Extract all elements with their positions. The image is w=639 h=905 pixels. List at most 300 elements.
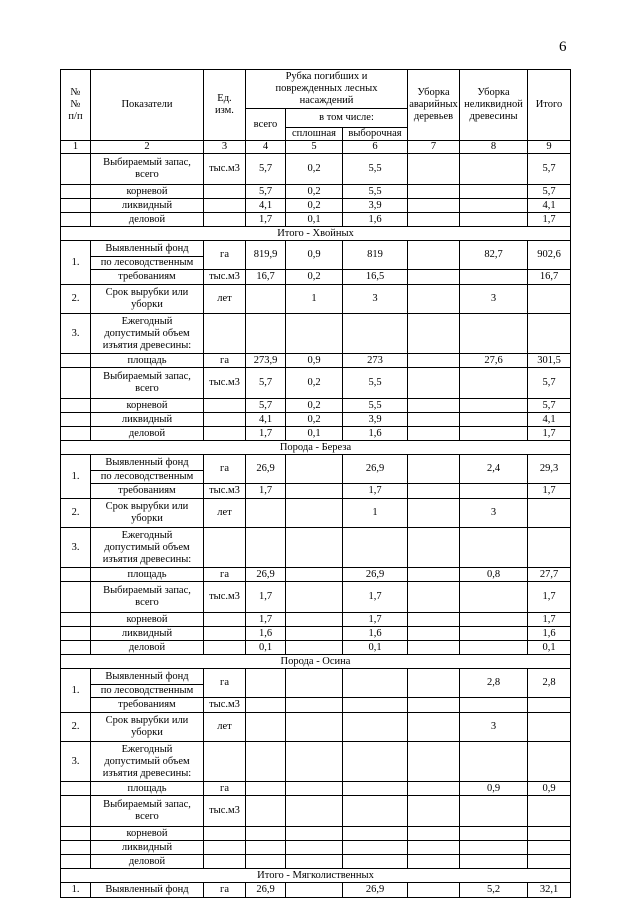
header-incl: в том числе:: [286, 109, 408, 128]
value-cell: 0,2: [286, 368, 343, 399]
value-cell: [408, 883, 460, 898]
empty-cell: [246, 528, 286, 568]
num-cell: [61, 613, 91, 627]
value-cell: 26,9: [246, 455, 286, 484]
unit-cell: тыс.м3: [204, 154, 246, 185]
value-cell: 4,1: [246, 199, 286, 213]
section-title: Итого - Мягколиственных: [61, 869, 571, 883]
value-cell: [460, 199, 528, 213]
value-cell: [460, 399, 528, 413]
value-cell: 26,9: [246, 568, 286, 582]
column-number: 2: [91, 141, 204, 154]
row-number: 1.: [61, 455, 91, 499]
table-row: [61, 627, 571, 641]
value-cell: 1,6: [343, 213, 408, 227]
section-title-row: [61, 655, 571, 669]
value-cell: [286, 669, 343, 698]
area-label: площадь: [91, 782, 204, 796]
empty-cell: [204, 528, 246, 568]
unit-cell: лет: [204, 713, 246, 742]
header-total-all: всего: [246, 109, 286, 141]
table-row: [61, 499, 571, 528]
stock-row-label: деловой: [91, 427, 204, 441]
fund-label: по лесоводственным: [91, 685, 204, 698]
value-cell: [460, 698, 528, 713]
row-number: 2.: [61, 285, 91, 314]
empty-cell: [343, 314, 408, 354]
column-number: 6: [343, 141, 408, 154]
value-cell: 0,8: [460, 568, 528, 582]
value-cell: 1,7: [528, 582, 571, 613]
empty-cell: [460, 314, 528, 354]
value-cell: [343, 713, 408, 742]
annual-label: Ежегодный допустимый объем изъятия древесины:: [91, 314, 204, 354]
table-row: [61, 368, 571, 399]
value-cell: [286, 627, 343, 641]
fund-label: Выявленный фонд: [91, 241, 204, 257]
table-row: [61, 413, 571, 427]
header-total: Итого: [528, 70, 571, 141]
value-cell: 0,1: [286, 213, 343, 227]
table-row: [61, 185, 571, 199]
table-row: [61, 154, 571, 185]
value-cell: 1,6: [343, 627, 408, 641]
value-cell: [286, 782, 343, 796]
unit-cell: га: [204, 354, 246, 368]
value-cell: 273,9: [246, 354, 286, 368]
unit-cell: тыс.м3: [204, 582, 246, 613]
area-label: площадь: [91, 354, 204, 368]
value-cell: [408, 213, 460, 227]
value-cell: 1,6: [246, 627, 286, 641]
value-cell: [286, 641, 343, 655]
value-cell: 4,1: [528, 413, 571, 427]
value-cell: 3: [460, 713, 528, 742]
table-row: [61, 883, 571, 898]
section-title-row: [61, 869, 571, 883]
value-cell: [528, 698, 571, 713]
header-indicator: Показатели: [91, 70, 204, 141]
value-cell: [408, 285, 460, 314]
row-number: 1.: [61, 241, 91, 285]
value-cell: [408, 698, 460, 713]
unit-cell: [204, 185, 246, 199]
num-cell: [61, 568, 91, 582]
empty-cell: [408, 528, 460, 568]
value-cell: [408, 368, 460, 399]
value-cell: [286, 841, 343, 855]
value-cell: 1,7: [246, 582, 286, 613]
fund-label: требованиям: [91, 484, 204, 499]
value-cell: 5,7: [528, 185, 571, 199]
table-row: [61, 199, 571, 213]
value-cell: [460, 641, 528, 655]
header-felling: Рубка погибших и поврежденных лесных насаждений: [246, 70, 408, 109]
value-cell: 1,7: [528, 213, 571, 227]
header-selective: выборочная: [343, 128, 408, 141]
header-solid: сплошная: [286, 128, 343, 141]
column-number: 8: [460, 141, 528, 154]
value-cell: 1,7: [343, 613, 408, 627]
term-label: Срок вырубки или уборки: [91, 285, 204, 314]
value-cell: 3: [460, 499, 528, 528]
num-cell: [61, 841, 91, 855]
value-cell: 1,7: [528, 484, 571, 499]
value-cell: [460, 154, 528, 185]
value-cell: [528, 827, 571, 841]
value-cell: [286, 796, 343, 827]
value-cell: 5,5: [343, 154, 408, 185]
value-cell: [246, 855, 286, 869]
table-row: [61, 796, 571, 827]
value-cell: [460, 827, 528, 841]
num-cell: [61, 627, 91, 641]
value-cell: 0,9: [528, 782, 571, 796]
value-cell: 26,9: [343, 883, 408, 898]
value-cell: [528, 285, 571, 314]
stock-row-label: корневой: [91, 399, 204, 413]
value-cell: 273: [343, 354, 408, 368]
table-row: [61, 782, 571, 796]
unit-cell: [204, 399, 246, 413]
empty-cell: [343, 528, 408, 568]
value-cell: 27,6: [460, 354, 528, 368]
value-cell: 27,7: [528, 568, 571, 582]
num-cell: [61, 782, 91, 796]
value-cell: 3,9: [343, 413, 408, 427]
value-cell: [408, 613, 460, 627]
value-cell: 1,6: [343, 427, 408, 441]
stock-row-label: ликвидный: [91, 413, 204, 427]
value-cell: 5,5: [343, 399, 408, 413]
unit-cell: [204, 413, 246, 427]
value-cell: 0,1: [246, 641, 286, 655]
value-cell: [343, 855, 408, 869]
value-cell: [246, 669, 286, 698]
num-cell: [61, 354, 91, 368]
value-cell: [460, 368, 528, 399]
section-title: Порода - Береза: [61, 441, 571, 455]
value-cell: [408, 399, 460, 413]
table-row: [61, 568, 571, 582]
value-cell: 16,7: [528, 270, 571, 285]
empty-cell: [528, 528, 571, 568]
value-cell: 5,7: [246, 185, 286, 199]
value-cell: [528, 713, 571, 742]
fund-label: Выявленный фонд: [91, 669, 204, 685]
empty-cell: [204, 314, 246, 354]
column-number-row: [61, 141, 571, 154]
num-cell: [61, 641, 91, 655]
row-number: 1.: [61, 669, 91, 713]
unit-cell: [204, 213, 246, 227]
header-emergency: Уборка аварийных деревьев: [408, 70, 460, 141]
value-cell: [408, 185, 460, 199]
table-row: [61, 455, 571, 471]
value-cell: 5,2: [460, 883, 528, 898]
unit-cell: тыс.м3: [204, 368, 246, 399]
annual-label: Ежегодный допустимый объем изъятия древесины:: [91, 742, 204, 782]
value-cell: 5,5: [343, 185, 408, 199]
table-row: [61, 484, 571, 499]
unit-cell: [204, 427, 246, 441]
unit-cell: лет: [204, 285, 246, 314]
value-cell: 819,9: [246, 241, 286, 270]
unit-cell: [204, 613, 246, 627]
row-number: 2.: [61, 713, 91, 742]
value-cell: [286, 698, 343, 713]
row-number: 3.: [61, 742, 91, 782]
value-cell: [246, 713, 286, 742]
unit-cell: лет: [204, 499, 246, 528]
empty-cell: [460, 742, 528, 782]
term-label: Срок вырубки или уборки: [91, 713, 204, 742]
num-cell: [61, 185, 91, 199]
value-cell: 902,6: [528, 241, 571, 270]
value-cell: [246, 827, 286, 841]
empty-cell: [460, 528, 528, 568]
value-cell: [343, 827, 408, 841]
value-cell: [408, 582, 460, 613]
value-cell: 3: [460, 285, 528, 314]
value-cell: [408, 484, 460, 499]
table-row: [61, 213, 571, 227]
fund-label: Выявленный фонд: [91, 455, 204, 471]
num-cell: [61, 582, 91, 613]
value-cell: [460, 796, 528, 827]
table-row: [61, 613, 571, 627]
value-cell: 1: [286, 285, 343, 314]
value-cell: 16,7: [246, 270, 286, 285]
value-cell: 5,5: [343, 368, 408, 399]
value-cell: 0,9: [286, 354, 343, 368]
value-cell: [408, 855, 460, 869]
fund-label: Выявленный фонд: [91, 883, 204, 898]
section-title-row: [61, 441, 571, 455]
value-cell: 2,8: [528, 669, 571, 698]
term-label: Срок вырубки или уборки: [91, 499, 204, 528]
table-row: [61, 698, 571, 713]
value-cell: 82,7: [460, 241, 528, 270]
value-cell: [460, 270, 528, 285]
empty-cell: [528, 314, 571, 354]
value-cell: 0,2: [286, 154, 343, 185]
stock-row-label: деловой: [91, 213, 204, 227]
value-cell: [460, 627, 528, 641]
value-cell: 1,7: [343, 484, 408, 499]
num-cell: [61, 399, 91, 413]
unit-cell: [204, 841, 246, 855]
empty-cell: [343, 742, 408, 782]
value-cell: 2,4: [460, 455, 528, 484]
fund-label: по лесоводственным: [91, 471, 204, 484]
value-cell: 3: [343, 285, 408, 314]
row-number: 1.: [61, 883, 91, 898]
column-number: 5: [286, 141, 343, 154]
column-number: 1: [61, 141, 91, 154]
table-row: [61, 855, 571, 869]
value-cell: 5,7: [246, 154, 286, 185]
value-cell: [460, 213, 528, 227]
value-cell: 1,7: [528, 427, 571, 441]
stock-row-label: корневой: [91, 613, 204, 627]
unit-cell: га: [204, 568, 246, 582]
value-cell: 1: [343, 499, 408, 528]
value-cell: [408, 499, 460, 528]
num-cell: [61, 154, 91, 185]
row-number: 3.: [61, 314, 91, 354]
value-cell: 1,7: [528, 613, 571, 627]
header-illiquid: Уборка неликвидной древесины: [460, 70, 528, 141]
column-number: 3: [204, 141, 246, 154]
unit-cell: га: [204, 669, 246, 698]
value-cell: 5,7: [528, 154, 571, 185]
value-cell: [246, 796, 286, 827]
table-row: [61, 399, 571, 413]
value-cell: [286, 484, 343, 499]
table-row: [61, 713, 571, 742]
unit-cell: га: [204, 782, 246, 796]
column-number: 9: [528, 141, 571, 154]
page-number: 6: [559, 39, 567, 55]
value-cell: [343, 669, 408, 698]
empty-cell: [528, 742, 571, 782]
value-cell: 3,9: [343, 199, 408, 213]
value-cell: [408, 641, 460, 655]
section-title: Порода - Осина: [61, 655, 571, 669]
column-number: 7: [408, 141, 460, 154]
value-cell: 301,5: [528, 354, 571, 368]
value-cell: 0,2: [286, 199, 343, 213]
num-cell: [61, 427, 91, 441]
header-num: № № п/п: [61, 70, 91, 141]
value-cell: 5,7: [246, 368, 286, 399]
value-cell: [408, 827, 460, 841]
value-cell: [246, 499, 286, 528]
value-cell: 0,1: [528, 641, 571, 655]
value-cell: [408, 427, 460, 441]
value-cell: [408, 270, 460, 285]
unit-cell: [204, 627, 246, 641]
value-cell: 26,9: [343, 455, 408, 484]
unit-cell: тыс.м3: [204, 698, 246, 713]
value-cell: [286, 455, 343, 484]
area-label: площадь: [91, 568, 204, 582]
stock-label: Выбираемый запас, всего: [91, 368, 204, 399]
value-cell: [528, 855, 571, 869]
empty-cell: [204, 742, 246, 782]
value-cell: [408, 568, 460, 582]
num-cell: [61, 827, 91, 841]
unit-cell: тыс.м3: [204, 484, 246, 499]
value-cell: [408, 713, 460, 742]
annual-label: Ежегодный допустимый объем изъятия древесины:: [91, 528, 204, 568]
num-cell: [61, 213, 91, 227]
value-cell: 1,7: [246, 613, 286, 627]
value-cell: [286, 713, 343, 742]
value-cell: [460, 582, 528, 613]
num-cell: [61, 368, 91, 399]
value-cell: 0,2: [286, 185, 343, 199]
value-cell: 32,1: [528, 883, 571, 898]
fund-label: требованиям: [91, 270, 204, 285]
value-cell: [246, 285, 286, 314]
table-row: [61, 354, 571, 368]
stock-row-label: деловой: [91, 855, 204, 869]
stock-row-label: ликвидный: [91, 627, 204, 641]
empty-cell: [286, 742, 343, 782]
unit-cell: га: [204, 883, 246, 898]
value-cell: [286, 582, 343, 613]
value-cell: [528, 841, 571, 855]
empty-cell: [246, 314, 286, 354]
num-cell: [61, 413, 91, 427]
value-cell: [286, 568, 343, 582]
value-cell: 1,7: [343, 582, 408, 613]
table-row: [61, 582, 571, 613]
value-cell: 5,7: [528, 399, 571, 413]
unit-cell: [204, 199, 246, 213]
fund-label: по лесоводственным: [91, 257, 204, 270]
value-cell: [286, 613, 343, 627]
fund-label: требованиям: [91, 698, 204, 713]
table-row: [61, 427, 571, 441]
table-row: [61, 669, 571, 685]
value-cell: [460, 427, 528, 441]
value-cell: 26,9: [343, 568, 408, 582]
value-cell: [408, 796, 460, 827]
table-row: [61, 285, 571, 314]
value-cell: [408, 627, 460, 641]
value-cell: [246, 841, 286, 855]
value-cell: [408, 669, 460, 698]
value-cell: [460, 413, 528, 427]
value-cell: 5,7: [246, 399, 286, 413]
table-row: [61, 528, 571, 568]
empty-cell: [286, 528, 343, 568]
value-cell: 0,2: [286, 270, 343, 285]
value-cell: [408, 199, 460, 213]
section-title-row: [61, 227, 571, 241]
value-cell: [286, 855, 343, 869]
value-cell: [343, 841, 408, 855]
value-cell: 16,5: [343, 270, 408, 285]
empty-cell: [286, 314, 343, 354]
value-cell: 1,6: [528, 627, 571, 641]
value-cell: 0,1: [343, 641, 408, 655]
unit-cell: [204, 641, 246, 655]
row-number: 2.: [61, 499, 91, 528]
value-cell: [408, 841, 460, 855]
value-cell: 1,7: [246, 213, 286, 227]
value-cell: [286, 883, 343, 898]
header-row: [61, 70, 571, 109]
value-cell: 0,9: [286, 241, 343, 270]
unit-cell: га: [204, 241, 246, 270]
num-cell: [61, 796, 91, 827]
value-cell: 0,1: [286, 427, 343, 441]
value-cell: 29,3: [528, 455, 571, 484]
num-cell: [61, 199, 91, 213]
value-cell: 5,7: [528, 368, 571, 399]
value-cell: [408, 354, 460, 368]
empty-cell: [408, 314, 460, 354]
stock-label: Выбираемый запас, всего: [91, 154, 204, 185]
header-unit: Ед. изм.: [204, 70, 246, 141]
value-cell: [460, 841, 528, 855]
value-cell: [246, 698, 286, 713]
value-cell: [460, 484, 528, 499]
